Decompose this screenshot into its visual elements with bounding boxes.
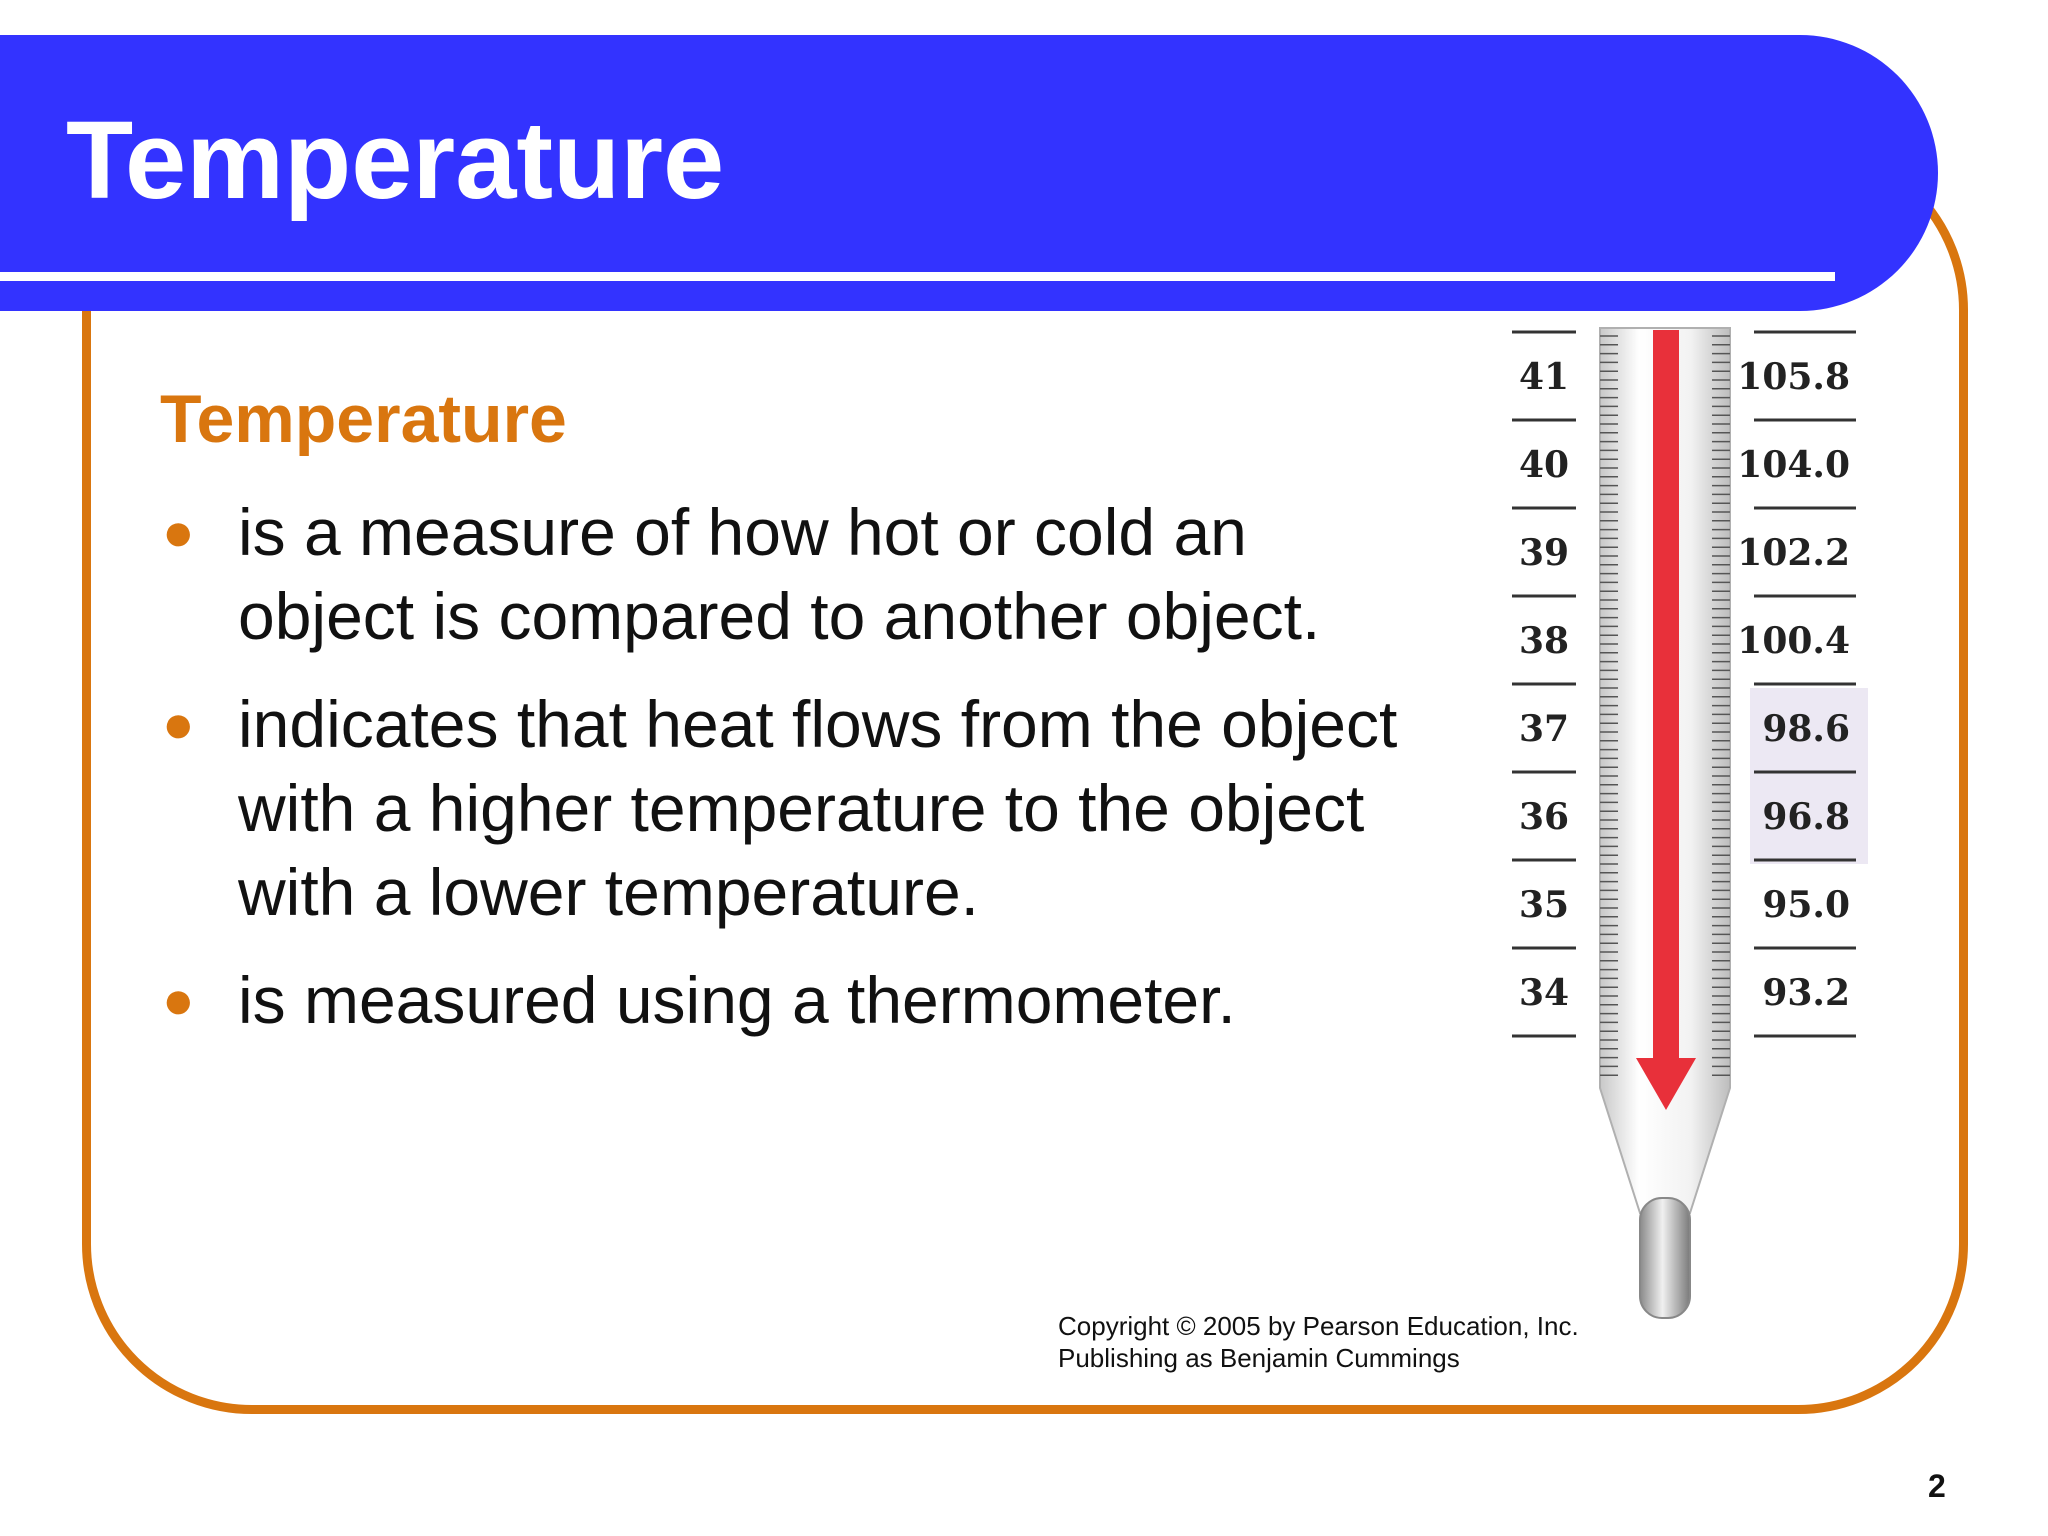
celsius-label: 35 [1518, 884, 1570, 926]
bullet-list [160, 490, 1420, 1066]
bullet-dot-icon: ● [162, 502, 195, 562]
celsius-scale [1512, 332, 1576, 1036]
bullet-item [160, 958, 1420, 1042]
celsius-label: 34 [1518, 972, 1570, 1014]
bullet-text: indicates that heat flows from the object with a higher temperature to the object with a lower temperature. [238, 687, 1398, 929]
fahrenheit-label: 98.6 [1762, 708, 1850, 750]
fahrenheit-label: 95.0 [1762, 884, 1850, 926]
thermometer-illustration [1490, 318, 1900, 1338]
bullet-text: is a measure of how hot or cold an object is compared to another object. [238, 495, 1321, 653]
celsius-label: 41 [1518, 356, 1570, 398]
bullet-dot-icon: ● [162, 694, 195, 754]
slide-title: Temperature [66, 99, 725, 222]
title-divider [0, 272, 1835, 281]
celsius-label: 37 [1518, 708, 1570, 750]
celsius-label: 38 [1518, 620, 1570, 662]
bullet-dot-icon: ● [162, 970, 195, 1030]
subheading: Temperature [160, 381, 567, 457]
bullet-item [160, 490, 1420, 658]
fahrenheit-label: 100.4 [1737, 620, 1850, 662]
fahrenheit-label: 93.2 [1762, 972, 1850, 1014]
celsius-label: 39 [1518, 532, 1570, 574]
copyright-line: Copyright © 2005 by Pearson Education, Inc. [1058, 1311, 1579, 1341]
bullet-item [160, 682, 1420, 934]
celsius-label: 40 [1518, 444, 1570, 486]
fahrenheit-label: 102.2 [1737, 532, 1850, 574]
fahrenheit-label: 105.8 [1737, 356, 1850, 398]
fahrenheit-label: 96.8 [1762, 796, 1850, 838]
copyright-notice [1058, 1310, 1579, 1374]
page-number: 2 [1928, 1468, 1946, 1504]
bullet-text: is measured using a thermometer. [238, 963, 1236, 1037]
celsius-label: 36 [1518, 796, 1570, 838]
fahrenheit-scale [1737, 332, 1856, 1036]
fahrenheit-label: 104.0 [1737, 444, 1850, 486]
publisher-line: Publishing as Benjamin Cummings [1058, 1343, 1460, 1373]
thermometer-bulb [1640, 1198, 1690, 1318]
